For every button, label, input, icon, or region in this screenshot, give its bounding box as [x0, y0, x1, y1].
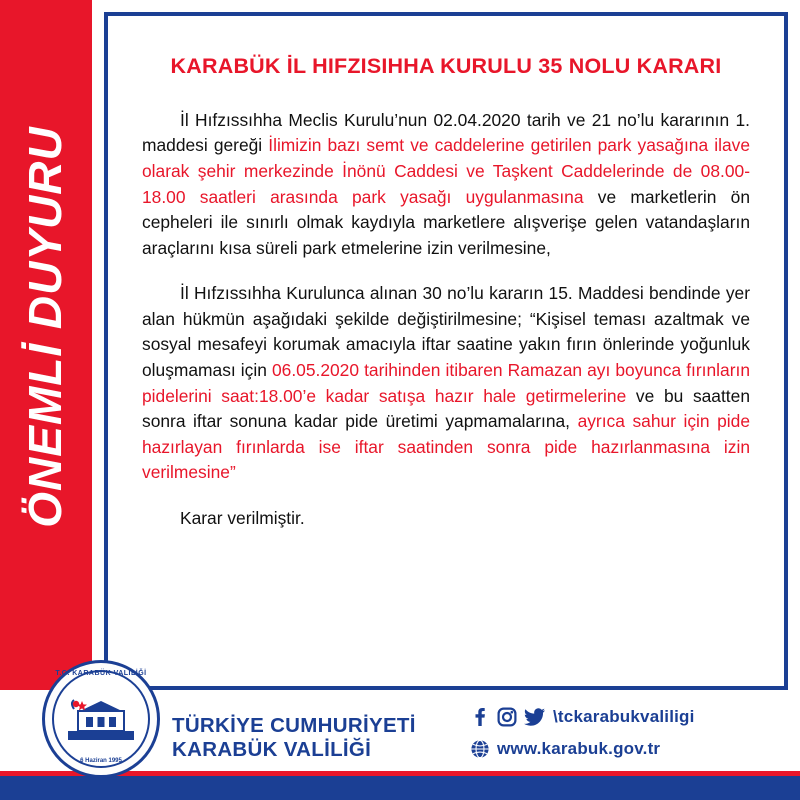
organization-line-1: TÜRKİYE CUMHURİYETİ — [172, 713, 416, 737]
paragraph-2-text-b: ve bu saatten sonra iftar sonuna kadar pide üretimi yapmamalarına, — [142, 385, 750, 432]
website-text[interactable]: www.karabuk.gov.tr — [497, 739, 661, 758]
instagram-icon[interactable] — [497, 707, 517, 727]
emblem-top-text: T.C. KARABÜK VALİLİĞİ — [55, 670, 147, 677]
emblem-bottom-text: 6 Haziran 1995 — [80, 758, 122, 764]
paragraph-2-highlight-1: 06.05.2020 tarihinden itibaren Ramazan ayı boyunca fırınların pidelerini saat:18.00’e kadar satışa hazır hale getirmelerine — [142, 360, 750, 406]
social-links — [470, 704, 770, 762]
paragraph-1-text-b: ve marketlerin ön cepheleri ile sınırlı olmak kaydıyla marketlere alışverişe gelen vatandaşların araçlarını kısa süreli park etmelerine izin verilmesine, — [142, 186, 751, 258]
vertical-banner — [0, 0, 92, 690]
paragraph-2-text-a: İl Hıfzıssıhha Kurulunca alınan 30 no’lu kararın 15. Maddesi bendinde yer alan hükmün aşağıdaki şekilde değiştirilmesine; “Kişisel teması azaltmak ve sosyal mesafeyi korumak amacıyla iftar saatine yakın fırın önlerinde yoğunluk oluşmaması için — [142, 283, 750, 380]
emblem-building-icon — [66, 695, 136, 747]
content-frame — [104, 12, 788, 690]
governorship-emblem — [42, 660, 160, 778]
social-handle-text[interactable]: \tckarabukvaliligi — [553, 707, 695, 726]
twitter-icon[interactable] — [524, 707, 546, 727]
organization-name — [172, 714, 416, 762]
closing-statement: Karar verilmiştir. — [180, 507, 305, 528]
footer-bar — [0, 670, 800, 800]
vertical-banner-text: ÖNEMLİ DUYURU — [19, 126, 71, 528]
globe-icon — [470, 739, 490, 759]
footer-blue-strip — [0, 776, 800, 800]
paragraph-1 — [142, 108, 750, 261]
content-inner — [108, 16, 784, 686]
paragraph-2 — [142, 281, 750, 486]
organization-line-2: KARABÜK VALİLİĞİ — [172, 737, 372, 761]
paragraph-2-highlight-2: ayrıca sahur için pide hazırlayan fırınlarda ise iftar saatinden sonra pide hazırlanmasına izin verilmesine” — [142, 411, 751, 483]
page-title: KARABÜK İL HIFZISIHHA KURULU 35 NOLU KARARI — [170, 54, 722, 78]
facebook-icon[interactable] — [470, 707, 490, 727]
paragraph-1-highlight: İlimizin bazı semt ve caddelerine getirilen park yasağına ilave olarak şehir merkezinde İnönü Caddesi ve Taşkent Caddelerinde de 08.00-18.00 saatleri arasında park yasağı uygulanmasına — [142, 135, 750, 207]
paragraph-1-text-a: İl Hıfzıssıhha Meclis Kurulu’nun 02.04.2020 tarih ve 21 no’lu kararının 1. maddesi gereği — [142, 109, 750, 156]
social-accounts-row — [470, 704, 770, 730]
website-row — [470, 736, 770, 762]
